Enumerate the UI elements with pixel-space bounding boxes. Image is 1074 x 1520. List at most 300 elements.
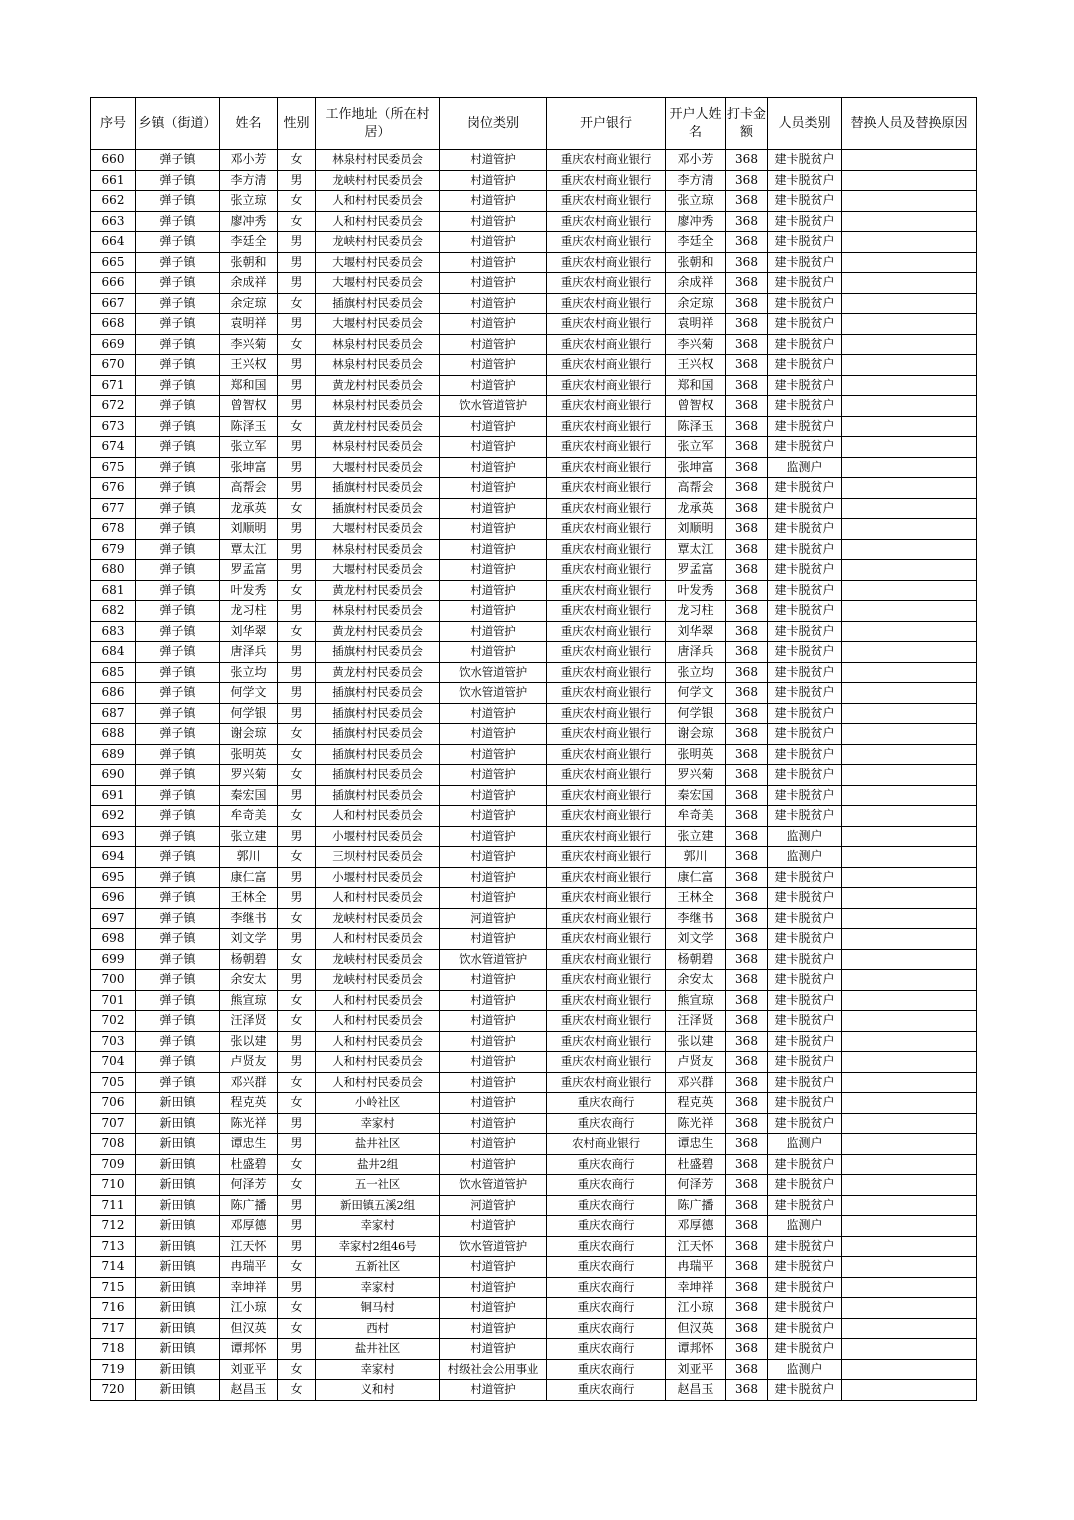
cell-amount: 368 [726,826,768,847]
cell-town: 弹子镇 [136,765,220,786]
cell-category: 建卡脱贫户 [768,888,842,909]
cell-seq: 709 [91,1154,136,1175]
cell-name: 刘华翠 [220,621,278,642]
cell-category: 建卡脱贫户 [768,1277,842,1298]
cell-amount: 368 [726,314,768,335]
cell-amount: 368 [726,478,768,499]
table-row [91,375,977,396]
cell-town: 弹子镇 [136,478,220,499]
cell-address: 小岭社区 [316,1093,440,1114]
cell-job: 河道管护 [440,908,547,929]
cell-name: 李方清 [220,170,278,191]
cell-job: 村道管护 [440,232,547,253]
cell-holder: 何泽芳 [666,1175,726,1196]
cell-holder: 邓小芳 [666,150,726,171]
cell-bank: 重庆农村商业银行 [547,293,666,314]
cell-amount: 368 [726,355,768,376]
cell-category: 建卡脱贫户 [768,519,842,540]
cell-holder: 江天怀 [666,1236,726,1257]
cell-replace [842,1175,977,1196]
cell-address: 人和村村民委员会 [316,806,440,827]
header-holder: 开户人姓名 [666,98,726,150]
cell-holder: 郭川 [666,847,726,868]
cell-job: 村道管护 [440,785,547,806]
cell-holder: 张以建 [666,1031,726,1052]
cell-gender: 男 [278,273,316,294]
table-row [91,191,977,212]
cell-town: 弹子镇 [136,416,220,437]
cell-amount: 368 [726,1154,768,1175]
cell-address: 林泉村村民委员会 [316,334,440,355]
cell-seq: 700 [91,970,136,991]
table-row [91,990,977,1011]
cell-amount: 368 [726,806,768,827]
table-row [91,314,977,335]
cell-holder: 刘文学 [666,929,726,950]
cell-name: 冉瑞平 [220,1257,278,1278]
cell-seq: 714 [91,1257,136,1278]
cell-replace [842,498,977,519]
cell-gender: 男 [278,396,316,417]
cell-town: 弹子镇 [136,970,220,991]
cell-gender: 男 [278,1031,316,1052]
cell-name: 龙承英 [220,498,278,519]
cell-replace [842,539,977,560]
cell-job: 饮水管道管护 [440,949,547,970]
cell-name: 邓小芳 [220,150,278,171]
table-row [91,847,977,868]
cell-category: 建卡脱贫户 [768,642,842,663]
cell-town: 弹子镇 [136,232,220,253]
cell-town: 弹子镇 [136,662,220,683]
cell-bank: 重庆农商行 [547,1236,666,1257]
cell-town: 弹子镇 [136,724,220,745]
cell-job: 村道管护 [440,498,547,519]
cell-name: 余定琼 [220,293,278,314]
cell-category: 建卡脱贫户 [768,1298,842,1319]
header-category: 人员类别 [768,98,842,150]
cell-category: 建卡脱贫户 [768,560,842,581]
cell-amount: 368 [726,1113,768,1134]
cell-replace [842,1093,977,1114]
table-row [91,355,977,376]
cell-replace [842,601,977,622]
cell-town: 弹子镇 [136,170,220,191]
cell-town: 弹子镇 [136,888,220,909]
cell-replace [842,990,977,1011]
cell-seq: 687 [91,703,136,724]
cell-replace [842,1277,977,1298]
cell-town: 新田镇 [136,1380,220,1401]
cell-holder: 杨朝碧 [666,949,726,970]
cell-amount: 368 [726,1216,768,1237]
cell-category: 建卡脱贫户 [768,498,842,519]
cell-holder: 唐泽兵 [666,642,726,663]
cell-seq: 660 [91,150,136,171]
cell-town: 弹子镇 [136,683,220,704]
cell-address: 插旗村村民委员会 [316,724,440,745]
cell-town: 新田镇 [136,1093,220,1114]
cell-town: 弹子镇 [136,355,220,376]
table-row [91,1052,977,1073]
cell-holder: 谭邦怀 [666,1339,726,1360]
cell-seq: 666 [91,273,136,294]
cell-category: 建卡脱贫户 [768,1093,842,1114]
cell-seq: 716 [91,1298,136,1319]
cell-job: 村道管护 [440,888,547,909]
cell-seq: 702 [91,1011,136,1032]
cell-seq: 703 [91,1031,136,1052]
cell-address: 林泉村村民委员会 [316,437,440,458]
cell-bank: 重庆农村商业银行 [547,191,666,212]
header-job: 岗位类别 [440,98,547,150]
cell-holder: 张朝和 [666,252,726,273]
cell-town: 弹子镇 [136,744,220,765]
cell-seq: 706 [91,1093,136,1114]
cell-town: 新田镇 [136,1339,220,1360]
cell-bank: 重庆农村商业银行 [547,970,666,991]
cell-seq: 686 [91,683,136,704]
cell-category: 监测户 [768,1216,842,1237]
cell-bank: 重庆农商行 [547,1195,666,1216]
cell-town: 新田镇 [136,1154,220,1175]
cell-town: 弹子镇 [136,1072,220,1093]
table-row [91,1113,977,1134]
cell-amount: 368 [726,498,768,519]
cell-category: 监测户 [768,847,842,868]
table-row [91,724,977,745]
cell-holder: 高帮会 [666,478,726,499]
cell-bank: 重庆农村商业银行 [547,355,666,376]
cell-category: 建卡脱贫户 [768,478,842,499]
cell-address: 龙峡村村民委员会 [316,908,440,929]
cell-holder: 何学文 [666,683,726,704]
cell-seq: 704 [91,1052,136,1073]
cell-category: 建卡脱贫户 [768,150,842,171]
cell-holder: 康仁富 [666,867,726,888]
cell-holder: 赵昌玉 [666,1380,726,1401]
cell-job: 村道管护 [440,621,547,642]
cell-town: 弹子镇 [136,519,220,540]
cell-name: 江小琼 [220,1298,278,1319]
cell-amount: 368 [726,662,768,683]
cell-job: 村道管护 [440,457,547,478]
cell-name: 王兴权 [220,355,278,376]
cell-amount: 368 [726,211,768,232]
cell-bank: 重庆农村商业银行 [547,252,666,273]
cell-bank: 重庆农村商业银行 [547,765,666,786]
cell-town: 弹子镇 [136,703,220,724]
cell-seq: 693 [91,826,136,847]
cell-seq: 691 [91,785,136,806]
cell-holder: 覃太江 [666,539,726,560]
cell-bank: 重庆农村商业银行 [547,683,666,704]
cell-job: 村道管护 [440,744,547,765]
cell-replace [842,1154,977,1175]
cell-seq: 698 [91,929,136,950]
cell-job: 村道管护 [440,847,547,868]
cell-gender: 女 [278,744,316,765]
cell-category: 建卡脱贫户 [768,949,842,970]
cell-town: 新田镇 [136,1113,220,1134]
cell-bank: 重庆农商行 [547,1359,666,1380]
cell-address: 人和村村民委员会 [316,191,440,212]
cell-gender: 男 [278,642,316,663]
cell-holder: 陈广播 [666,1195,726,1216]
cell-seq: 683 [91,621,136,642]
table-row [91,1298,977,1319]
cell-holder: 刘华翠 [666,621,726,642]
cell-bank: 重庆农商行 [547,1298,666,1319]
cell-address: 大堰村村民委员会 [316,457,440,478]
cell-name: 幸坤祥 [220,1277,278,1298]
cell-town: 新田镇 [136,1195,220,1216]
cell-name: 张坤富 [220,457,278,478]
table-row [91,1175,977,1196]
table-row [91,1134,977,1155]
cell-job: 村道管护 [440,170,547,191]
cell-bank: 重庆农商行 [547,1154,666,1175]
cell-town: 新田镇 [136,1236,220,1257]
cell-amount: 368 [726,580,768,601]
cell-name: 何学文 [220,683,278,704]
cell-job: 村道管护 [440,211,547,232]
cell-replace [842,252,977,273]
cell-job: 村道管护 [440,601,547,622]
cell-replace [842,375,977,396]
cell-holder: 罗兴菊 [666,765,726,786]
cell-replace [842,888,977,909]
cell-holder: 牟奇美 [666,806,726,827]
cell-job: 村道管护 [440,191,547,212]
cell-name: 刘亚平 [220,1359,278,1380]
cell-name: 李继书 [220,908,278,929]
cell-amount: 368 [726,949,768,970]
cell-job: 村道管护 [440,560,547,581]
cell-category: 监测户 [768,1359,842,1380]
cell-amount: 368 [726,539,768,560]
cell-amount: 368 [726,929,768,950]
cell-category: 建卡脱贫户 [768,170,842,191]
cell-job: 村道管护 [440,1380,547,1401]
cell-seq: 668 [91,314,136,335]
cell-job: 村道管护 [440,867,547,888]
cell-gender: 男 [278,785,316,806]
cell-replace [842,1011,977,1032]
cell-seq: 688 [91,724,136,745]
cell-town: 弹子镇 [136,437,220,458]
cell-address: 插旗村村民委员会 [316,785,440,806]
cell-bank: 重庆农村商业银行 [547,990,666,1011]
cell-name: 熊宣琼 [220,990,278,1011]
cell-category: 建卡脱贫户 [768,867,842,888]
cell-category: 监测户 [768,1134,842,1155]
cell-name: 康仁富 [220,867,278,888]
cell-address: 大堰村村民委员会 [316,314,440,335]
cell-address: 幸家村 [316,1359,440,1380]
header-replace: 替换人员及替换原因 [842,98,977,150]
cell-seq: 718 [91,1339,136,1360]
cell-address: 西村 [316,1318,440,1339]
cell-category: 建卡脱贫户 [768,1339,842,1360]
cell-replace [842,1298,977,1319]
cell-job: 饮水管道管护 [440,1175,547,1196]
cell-bank: 重庆农村商业银行 [547,888,666,909]
cell-replace [842,765,977,786]
cell-town: 弹子镇 [136,580,220,601]
cell-holder: 曾智权 [666,396,726,417]
cell-seq: 707 [91,1113,136,1134]
cell-seq: 673 [91,416,136,437]
cell-replace [842,1134,977,1155]
cell-name: 张立军 [220,437,278,458]
cell-gender: 女 [278,1257,316,1278]
cell-town: 弹子镇 [136,826,220,847]
cell-job: 村道管护 [440,1257,547,1278]
cell-seq: 717 [91,1318,136,1339]
cell-replace [842,1216,977,1237]
cell-job: 村道管护 [440,765,547,786]
cell-bank: 重庆农村商业银行 [547,785,666,806]
cell-town: 弹子镇 [136,334,220,355]
cell-holder: 张立建 [666,826,726,847]
cell-amount: 368 [726,785,768,806]
cell-holder: 张立琼 [666,191,726,212]
table-row [91,1257,977,1278]
cell-name: 邓兴群 [220,1072,278,1093]
cell-address: 人和村村民委员会 [316,990,440,1011]
cell-holder: 李继书 [666,908,726,929]
cell-job: 村道管护 [440,1031,547,1052]
cell-address: 林泉村村民委员会 [316,355,440,376]
header-town: 乡镇（街道） [136,98,220,150]
cell-category: 建卡脱贫户 [768,252,842,273]
cell-name: 王林全 [220,888,278,909]
cell-job: 村道管护 [440,990,547,1011]
header-seq: 序号 [91,98,136,150]
cell-seq: 669 [91,334,136,355]
cell-category: 建卡脱贫户 [768,1113,842,1134]
cell-replace [842,437,977,458]
table-row [91,744,977,765]
cell-bank: 重庆农村商业银行 [547,416,666,437]
cell-holder: 秦宏国 [666,785,726,806]
cell-seq: 712 [91,1216,136,1237]
cell-address: 插旗村村民委员会 [316,765,440,786]
cell-bank: 重庆农村商业银行 [547,806,666,827]
cell-bank: 重庆农商行 [547,1380,666,1401]
cell-job: 村道管护 [440,1093,547,1114]
cell-category: 建卡脱贫户 [768,724,842,745]
table-row [91,334,977,355]
cell-gender: 男 [278,970,316,991]
cell-address: 插旗村村民委员会 [316,744,440,765]
cell-holder: 熊宣琼 [666,990,726,1011]
cell-replace [842,847,977,868]
cell-bank: 重庆农商行 [547,1113,666,1134]
cell-job: 村道管护 [440,1339,547,1360]
table-row [91,396,977,417]
cell-replace [842,621,977,642]
cell-gender: 男 [278,1339,316,1360]
cell-seq: 667 [91,293,136,314]
cell-replace [842,1195,977,1216]
cell-amount: 368 [726,375,768,396]
cell-address: 小堰村村民委员会 [316,867,440,888]
cell-bank: 重庆农商行 [547,1318,666,1339]
cell-gender: 女 [278,1154,316,1175]
cell-category: 建卡脱贫户 [768,1011,842,1032]
cell-category: 建卡脱贫户 [768,293,842,314]
cell-name: 张朝和 [220,252,278,273]
cell-town: 弹子镇 [136,314,220,335]
cell-seq: 676 [91,478,136,499]
cell-amount: 368 [726,847,768,868]
table-row [91,580,977,601]
cell-address: 盐井2组 [316,1154,440,1175]
cell-gender: 女 [278,621,316,642]
cell-job: 村道管护 [440,375,547,396]
cell-seq: 694 [91,847,136,868]
cell-category: 建卡脱贫户 [768,662,842,683]
cell-name: 叶发秀 [220,580,278,601]
table-row [91,1236,977,1257]
cell-holder: 刘顺明 [666,519,726,540]
cell-job: 村道管护 [440,970,547,991]
cell-town: 弹子镇 [136,539,220,560]
cell-job: 村级社会公用事业 [440,1359,547,1380]
cell-holder: 邓厚德 [666,1216,726,1237]
cell-name: 张立琼 [220,191,278,212]
table-row [91,621,977,642]
cell-amount: 368 [726,191,768,212]
cell-job: 村道管护 [440,478,547,499]
table-row [91,662,977,683]
cell-holder: 幸坤祥 [666,1277,726,1298]
cell-bank: 重庆农村商业银行 [547,478,666,499]
cell-gender: 女 [278,1175,316,1196]
cell-category: 建卡脱贫户 [768,580,842,601]
cell-holder: 叶发秀 [666,580,726,601]
cell-job: 村道管护 [440,1011,547,1032]
cell-replace [842,949,977,970]
header-gender: 性别 [278,98,316,150]
cell-holder: 汪泽贤 [666,1011,726,1032]
cell-replace [842,232,977,253]
cell-amount: 368 [726,908,768,929]
cell-gender: 女 [278,1011,316,1032]
cell-town: 弹子镇 [136,785,220,806]
table-row [91,1318,977,1339]
cell-replace [842,1318,977,1339]
cell-seq: 696 [91,888,136,909]
cell-replace [842,314,977,335]
cell-category: 建卡脱贫户 [768,970,842,991]
cell-name: 赵昌玉 [220,1380,278,1401]
cell-address: 人和村村民委员会 [316,1072,440,1093]
table-row [91,1216,977,1237]
table-body [91,150,977,1401]
cell-town: 弹子镇 [136,211,220,232]
cell-gender: 男 [278,703,316,724]
cell-bank: 重庆农商行 [547,1257,666,1278]
cell-replace [842,908,977,929]
cell-job: 村道管护 [440,1052,547,1073]
cell-replace [842,642,977,663]
cell-town: 弹子镇 [136,990,220,1011]
cell-address: 新田镇五溪2组 [316,1195,440,1216]
header-name: 姓名 [220,98,278,150]
